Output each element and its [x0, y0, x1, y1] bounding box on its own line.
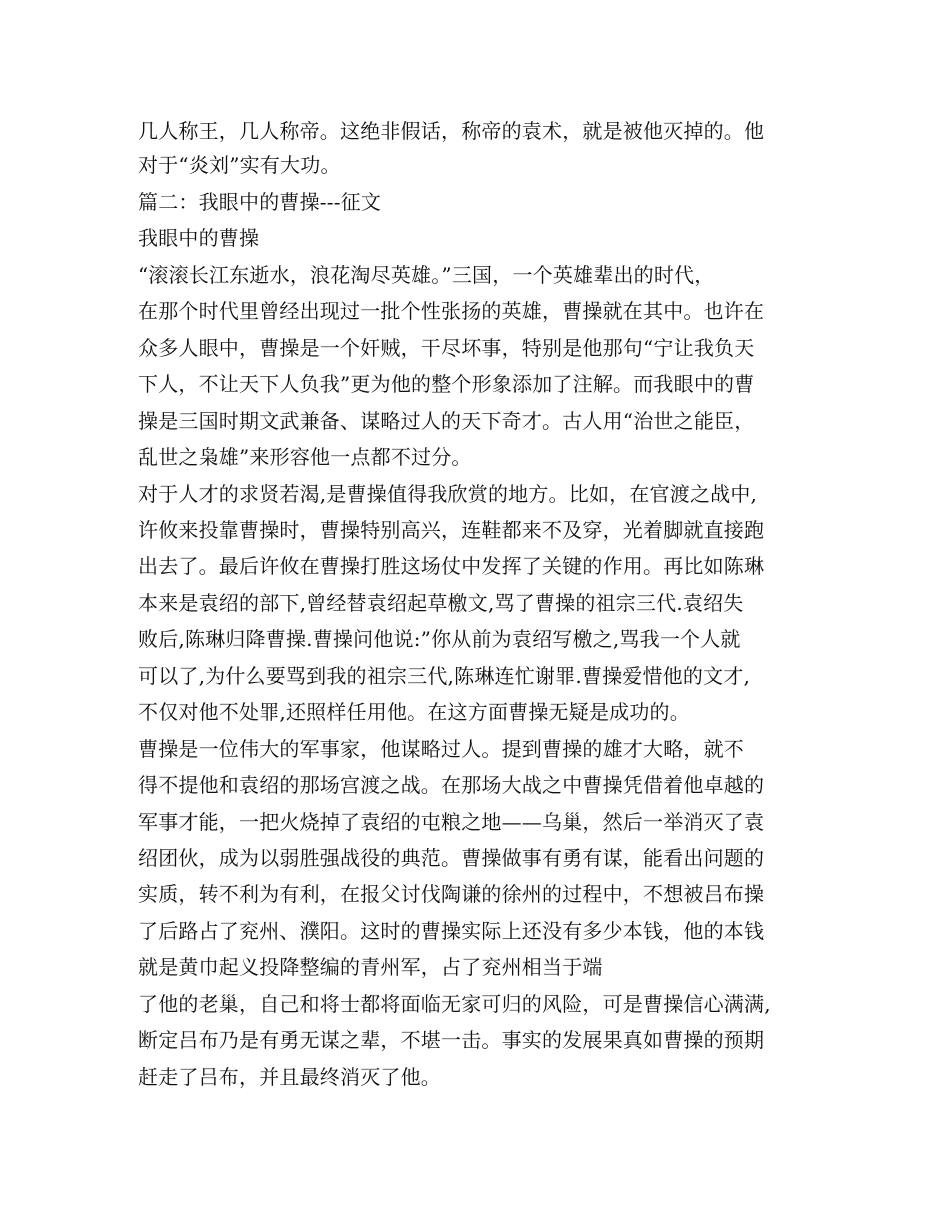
- text-line: 了后路占了兖州、濮阳。这时的曹操实际上还没有多少本钱，他的本钱: [138, 919, 765, 943]
- text-line: 军事才能，一把火烧掉了袁绍的屯粮之地——乌巢，然后一举消灭了袁: [138, 810, 765, 834]
- text-line: 得不提他和袁绍的那场宫渡之战。在那场大战之中曹操凭借着他卓越的: [138, 773, 765, 797]
- text-line: 可以了,为什么要骂到我的祖宗三代,陈琳连忙谢罪.曹操爱惜他的文才,: [138, 664, 751, 688]
- text-line: 实质，转不利为有利，在报父讨伐陶谦的徐州的过程中，不想被吕布操: [138, 882, 765, 906]
- text-line: 对于人才的求贤若渴,是曹操值得我欣赏的地方。比如，在官渡之战中,: [138, 482, 758, 506]
- text-line: 绍团伙，成为以弱胜强战役的典范。曹操做事有勇有谋，能看出问题的: [138, 846, 765, 870]
- section-heading: 篇二：我眼中的曹操---征文: [138, 190, 382, 214]
- text-line: 下人，不让天下人负我”更为他的整个形象添加了注解。而我眼中的曹: [138, 372, 755, 396]
- text-line: 败后,陈琳归降曹操.曹操问他说:”你从前为袁绍写檄之,骂我一个人就: [138, 627, 741, 651]
- text-line: 众多人眼中，曹操是一个奸贼，干尽坏事，特别是他那句“宁让我负天: [138, 336, 755, 360]
- text-line: 曹操是一位伟大的军事家，他谋略过人。提到曹操的雄才大略，就不: [138, 737, 744, 761]
- text-line: 对于“炎刘”实有大功。: [138, 153, 341, 177]
- text-line: “滚滚长江东逝水，浪花淘尽英雄。”三国，一个英雄辈出的时代，: [138, 263, 715, 287]
- article-title: 我眼中的曹操: [138, 226, 260, 250]
- text-line: 不仅对他不处罪,还照样任用他。在这方面曹操无疑是成功的。: [138, 700, 690, 724]
- text-line: 在那个时代里曾经出现过一批个性张扬的英雄，曹操就在其中。也许在: [138, 299, 765, 323]
- text-line: 操是三国时期文武兼备、谋略过人的天下奇才。古人用“治世之能臣，: [138, 409, 755, 433]
- text-line: 赶走了吕布，并且最终消灭了他。: [138, 1065, 441, 1089]
- text-line: 本来是袁绍的部下,曾经替袁绍起草檄文,骂了曹操的祖宗三代.袁绍失: [138, 591, 744, 615]
- text-line: 乱世之枭雄”来形容他一点都不过分。: [138, 445, 472, 469]
- text-line: 断定吕布乃是有勇无谋之辈，不堪一击。事实的发展果真如曹操的预期: [138, 1028, 765, 1052]
- text-line: 几人称王，几人称帝。这绝非假话，称帝的袁术，就是被他灭掉的。他: [138, 119, 765, 143]
- text-line: 许攸来投靠曹操时，曹操特别高兴，连鞋都来不及穿，光着脚就直接跑: [138, 518, 765, 542]
- text-line: 出去了。最后许攸在曹操打胜这场仗中发挥了关键的作用。再比如陈琳: [138, 554, 765, 578]
- text-line: 就是黄巾起义投降整编的青州军，占了兖州相当于端: [138, 955, 603, 979]
- text-line: 了他的老巢，自己和将士都将面临无家可归的风险，可是曹操信心满满,: [138, 992, 771, 1016]
